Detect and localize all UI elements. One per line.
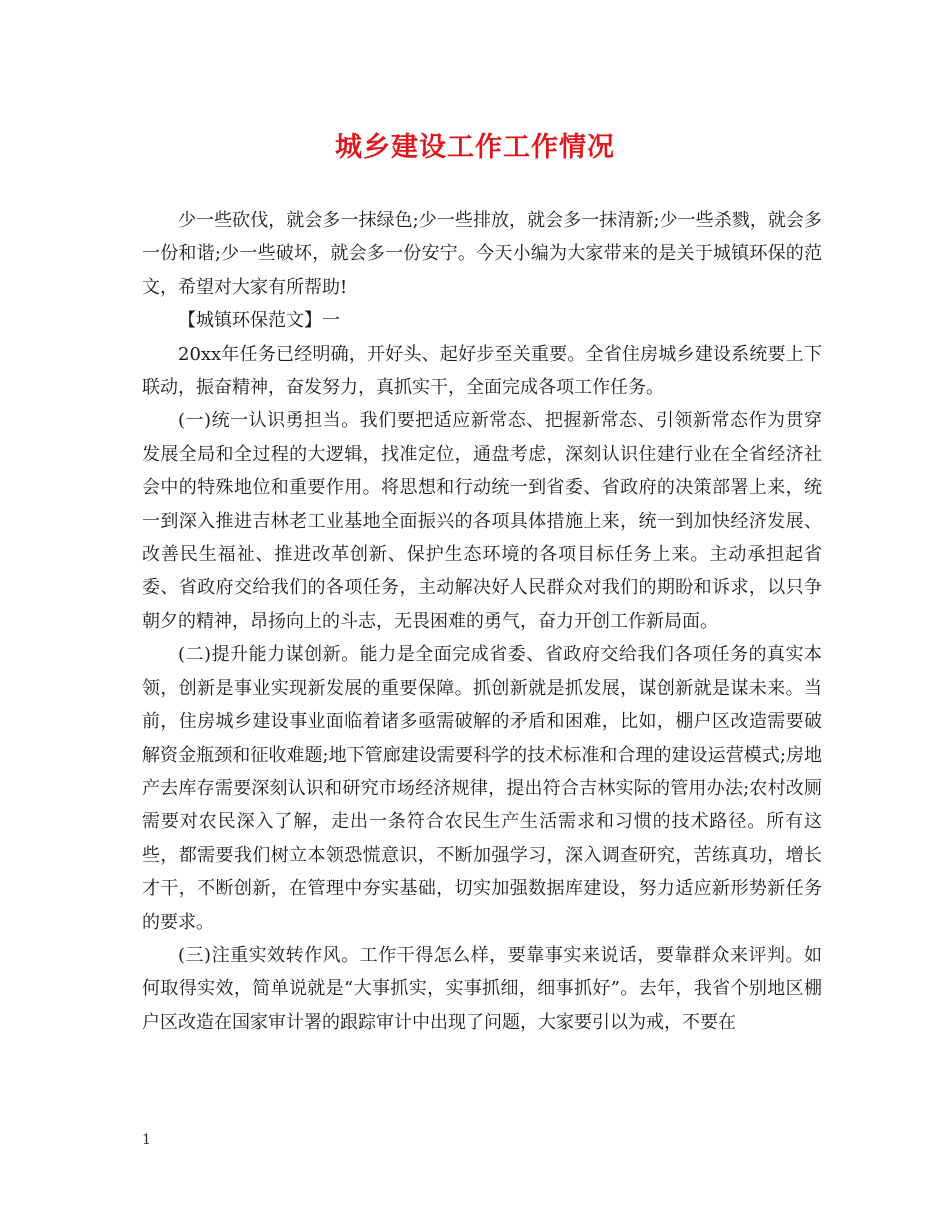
page-title: 城乡建设工作工作情况: [335, 132, 615, 163]
body-paragraph: (三)注重实效转作风。工作干得怎么样，要靠事实来说话，要靠群众来评判。如何取得实效，简单说就是“大事抓实，实事抓细，细事抓好”。去年，我省个别地区棚户区改造在国家审计署的跟踪审计中出现了问题，大家要引以为戒，不要在: [142, 944, 822, 1033]
page-number: 1: [142, 1132, 151, 1148]
body-paragraph: (一)统一认识勇担当。我们要把适应新常态、把握新常态、引领新常态作为贯穿发展全局和全过程的大逻辑，找准定位，通盘考虑，深刻认识住建行业在全省经济社会中的特殊地位和重要作用。将思想和行动统一到省委、省政府的决策部署上来，统一到深入推进吉林老工业基地全面振兴的各项具体措施上来，统一到加快经济发展、改善民生福祉、推进改革创新、保护生态环境的各项目标任务上来。主动承担起省委、省政府交给我们的各项任务，主动解决好人民群众对我们的期盼和诉求，以只争朝夕的精神，昂扬向上的斗志，无畏困难的勇气，奋力开创工作新局面。: [142, 410, 822, 632]
body-paragraph: (二)提升能力谋创新。能力是全面完成省委、省政府交给我们各项任务的真实本领，创新是事业实现新发展的重要保障。抓创新就是抓发展，谋创新就是谋未来。当前，住房城乡建设事业面临着诸多亟需破解的矛盾和困难，比如，棚户区改造需要破解资金瓶颈和征收难题;地下管廊建设需要科学的技术标准和合理的建设运营模式;房地产去库存需要深刻认识和研究市场经济规律，提出符合吉林实际的管用办法;农村改厕需要对农民深入了解，走出一条符合农民生产生活需求和习惯的技术路径。所有这些，都需要我们树立本领恐慌意识，不断加强学习，深入调查研究，苦练真功，增长才干，不断创新，在管理中夯实基础，切实加强数据库建设，努力适应新形势新任务的要求。: [142, 644, 822, 933]
intro-paragraph: 少一些砍伐，就会多一抹绿色;少一些排放，就会多一抹清新;少一些杀戮，就会多一份和谐;少一些破坏，就会多一份安宁。今天小编为大家带来的是关于城镇环保的范文，希望对大家有所帮助!: [142, 210, 822, 298]
document-body: [142, 204, 822, 1039]
body-paragraph: 20xx年任务已经明确，开好头、起好步至关重要。全省住房城乡建设系统要上下联动，振奋精神，奋发努力，真抓实干，全面完成各项工作任务。: [142, 343, 822, 399]
section-heading: 【城镇环保范文】一: [178, 310, 340, 332]
